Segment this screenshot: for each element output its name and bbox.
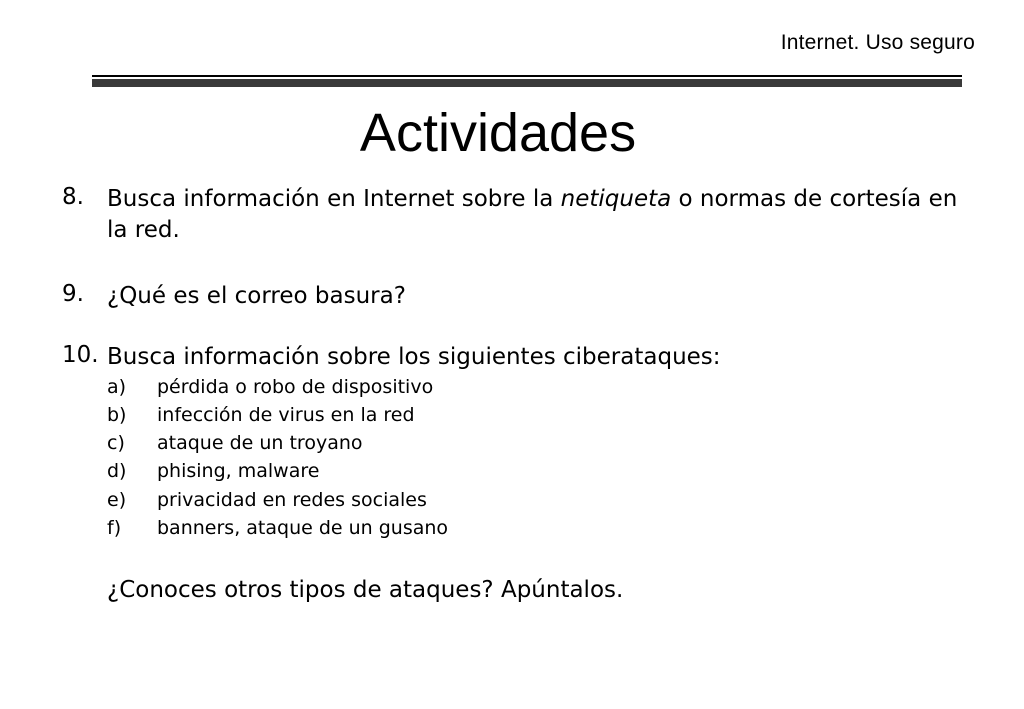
question-10-number: 10. [62, 342, 99, 368]
question-8-emphasis: netiqueta [560, 186, 672, 212]
slide-title: Actividades [359, 103, 637, 163]
sub-item-a-text: pérdida o robo de dispositivo [157, 376, 434, 398]
header-title: Internet. Uso seguro [780, 31, 975, 54]
question-8-text-before: Busca información en Internet sobre la [107, 186, 561, 212]
sub-item-c-text: ataque de un troyano [157, 432, 363, 454]
sub-item-c-label: c) [107, 432, 125, 454]
sub-item-a-label: a) [107, 376, 127, 398]
sub-item-b-text: infección de virus en la red [157, 404, 415, 426]
sub-item-e-text: privacidad en redes sociales [157, 489, 427, 511]
question-9-number: 9. [62, 281, 84, 307]
sub-item-d-text: phising, malware [157, 460, 320, 482]
question-8-number: 8. [62, 184, 84, 210]
header-rule-thin [92, 75, 962, 77]
question-10-followup: ¿Conoces otros tipos de ataques? Apúntalos. [107, 577, 624, 603]
question-8-text-after: o normas de cortesía en la red. [107, 186, 958, 243]
sub-item-f-label: f) [107, 517, 122, 539]
sub-item-f-text: banners, ataque de un gusano [157, 517, 449, 539]
sub-item-d-label: d) [107, 460, 127, 482]
question-10-text: Busca información sobre los siguientes ciberataques: [107, 344, 721, 370]
sub-item-b-label: b) [107, 404, 127, 426]
question-9-text: ¿Qué es el correo basura? [107, 283, 406, 309]
question-8-text [107, 184, 967, 246]
header-rule-thick [92, 79, 962, 87]
sub-item-e-label: e) [107, 489, 127, 511]
